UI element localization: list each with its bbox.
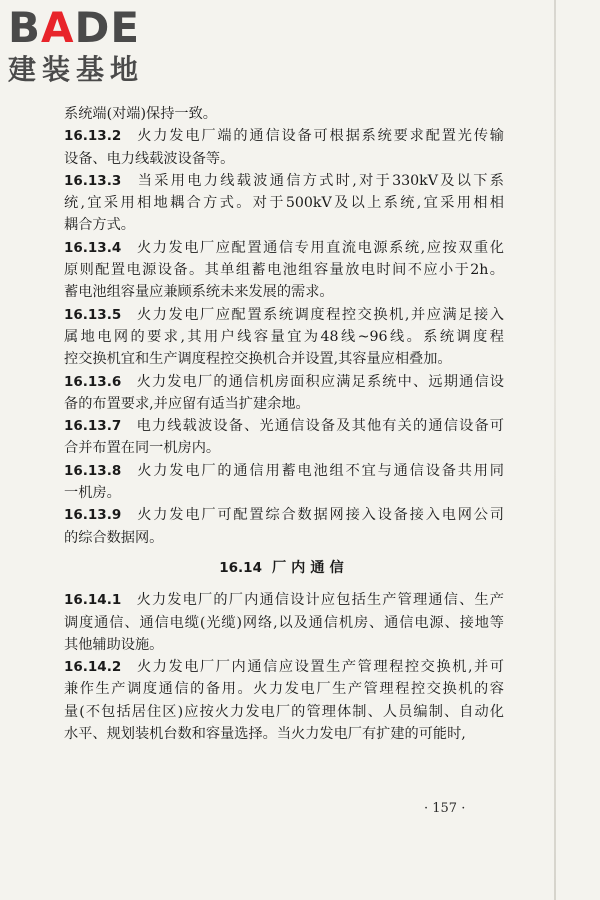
text-line bbox=[64, 415, 504, 437]
clause-16-14-1 bbox=[64, 589, 504, 656]
clause-16-13-5 bbox=[64, 304, 504, 371]
clause-16-13-8 bbox=[64, 460, 504, 505]
logo-subtitle: 建装基地 bbox=[8, 53, 145, 86]
clause-number: 16.13.2 bbox=[64, 128, 122, 145]
text-line bbox=[64, 259, 504, 281]
clause-16-13-4 bbox=[64, 237, 504, 304]
heading-number: 16.14 bbox=[219, 559, 262, 576]
page-edge-shadow bbox=[554, 0, 556, 900]
clause-16-13-3 bbox=[64, 170, 504, 237]
clause-text: 火力发电厂应配置系统调度程控交换机,并应满足接入 bbox=[135, 306, 504, 323]
text-line bbox=[64, 304, 504, 326]
document-body bbox=[64, 103, 504, 745]
clause-16-14-2 bbox=[64, 656, 504, 745]
clause-number: 16.13.5 bbox=[64, 306, 122, 323]
text-line bbox=[64, 678, 504, 700]
clause-text: 火力发电厂的厂内通信设计应包括生产管理通信、生产 bbox=[135, 592, 504, 609]
clause-number: 16.13.7 bbox=[64, 418, 122, 435]
clause-text: 水平、规划装机台数和容量选择。当火力发电厂有扩建的可能时, bbox=[64, 726, 466, 743]
clause-text: 蓄电池组容量应兼顾系统未来发展的需求。 bbox=[64, 284, 334, 301]
logo-brand-text: BADE bbox=[8, 3, 141, 52]
text-line bbox=[64, 326, 504, 348]
clause-text: 系统端(对端)保持一致。 bbox=[64, 106, 217, 122]
clause-number: 16.13.9 bbox=[64, 507, 122, 524]
clause-text: 火力发电厂的通信机房面积应满足系统中、远期通信设 bbox=[135, 373, 504, 390]
text-line bbox=[64, 192, 504, 214]
page-number: · 157 · bbox=[424, 801, 466, 816]
clause-text: 火力发电厂端的通信设备可根据系统要求配置光传输 bbox=[135, 128, 504, 145]
clause-text: 耦合方式。 bbox=[64, 217, 135, 234]
clause-text: 设备、电力线载波设备等。 bbox=[64, 150, 235, 167]
clause-16-13-9 bbox=[64, 504, 504, 549]
text-line bbox=[64, 527, 504, 549]
clause-text: 当采用电力线载波通信方式时,对于330kV及以下系 bbox=[135, 172, 504, 189]
clause-text: 原则配置电源设备。其单组蓄电池组容量放电时间不应小于2h。 bbox=[64, 262, 504, 279]
clause-16-13-7 bbox=[64, 415, 504, 460]
section-group-16-13 bbox=[64, 103, 504, 549]
clause-text: 量(不包括居住区)应按火力发电厂的管理体制、人员编制、自动化 bbox=[64, 703, 504, 720]
bade-logo bbox=[8, 4, 178, 86]
clause-16-13-2 bbox=[64, 125, 504, 170]
clause-text: 兼作生产调度通信的备用。火力发电厂生产管理程控交换机的容 bbox=[64, 681, 504, 698]
clause-text: 统,宜采用相地耦合方式。对于500kV及以上系统,宜采用相相 bbox=[64, 195, 504, 212]
clause-number: 16.14.2 bbox=[64, 659, 122, 676]
text-line bbox=[64, 348, 504, 370]
text-line bbox=[64, 460, 504, 482]
text-line bbox=[64, 214, 504, 236]
text-line bbox=[64, 656, 504, 678]
text-line bbox=[64, 371, 504, 393]
text-line bbox=[64, 148, 504, 170]
clause-text: 一机房。 bbox=[64, 485, 121, 502]
text-line bbox=[64, 589, 504, 611]
clause-number: 16.13.6 bbox=[64, 373, 122, 390]
text-line bbox=[64, 103, 504, 125]
heading-title: 厂内通信 bbox=[271, 559, 349, 576]
clause-number: 16.13.4 bbox=[64, 239, 122, 256]
text-line bbox=[64, 701, 504, 723]
text-line bbox=[64, 723, 504, 745]
text-line bbox=[64, 170, 504, 192]
clause-16-13-6 bbox=[64, 371, 504, 416]
clause-text: 调度通信、通信电缆(光缆)网络,以及通信机房、通信电源、接地等 bbox=[64, 614, 504, 631]
clause-text: 火力发电厂厂内通信应设置生产管理程控交换机,并可 bbox=[135, 659, 504, 676]
section-group-16-14 bbox=[64, 589, 504, 745]
clause-text: 火力发电厂可配置综合数据网接入设备接入电网公司 bbox=[135, 507, 504, 524]
clause-number: 16.13.3 bbox=[64, 172, 122, 189]
section-heading bbox=[64, 557, 504, 579]
text-line bbox=[64, 281, 504, 303]
clause-text: 属地电网的要求,其用户线容量宜为48线~96线。系统调度程 bbox=[64, 328, 504, 345]
text-line bbox=[64, 393, 504, 415]
clause-text: 电力线载波设备、光通信设备及其他有关的通信设备可 bbox=[135, 418, 504, 435]
text-line bbox=[64, 125, 504, 147]
text-line bbox=[64, 237, 504, 259]
clause-text: 控交换机宜和生产调度程控交换机合并设置,其容量应相叠加。 bbox=[64, 351, 452, 368]
text-line bbox=[64, 437, 504, 459]
clause-continuation bbox=[64, 103, 504, 125]
clause-text: 的综合数据网。 bbox=[64, 529, 164, 546]
text-line bbox=[64, 504, 504, 526]
clause-number: 16.14.1 bbox=[64, 592, 122, 609]
text-line bbox=[64, 612, 504, 634]
text-line bbox=[64, 482, 504, 504]
text-line bbox=[64, 634, 504, 656]
clause-text: 火力发电厂应配置通信专用直流电源系统,应按双重化 bbox=[135, 239, 504, 256]
clause-text: 备的布置要求,并应留有适当扩建余地。 bbox=[64, 395, 310, 412]
clause-text: 火力发电厂的通信用蓄电池组不宜与通信设备共用同 bbox=[135, 462, 504, 479]
clause-text: 合并布置在同一机房内。 bbox=[64, 440, 221, 457]
clause-number: 16.13.8 bbox=[64, 462, 122, 479]
clause-text: 其他辅助设施。 bbox=[64, 636, 164, 653]
